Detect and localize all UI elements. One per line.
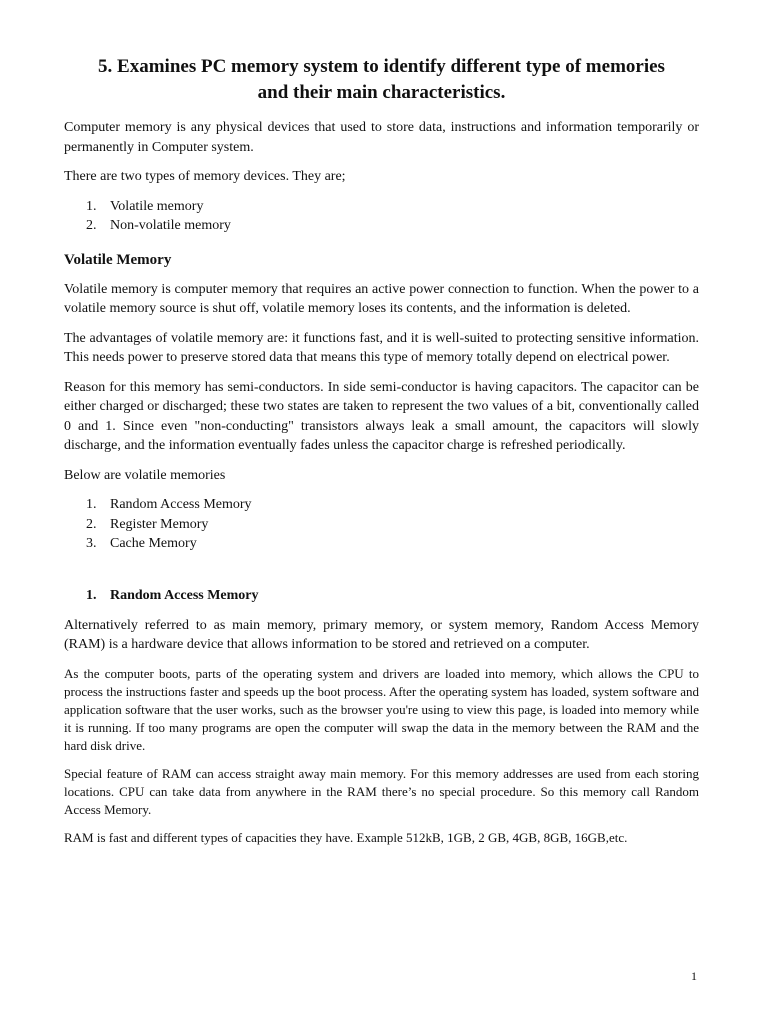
ram-paragraph: Alternatively referred to as main memory, primary memory, or system memory, Random Access Memory (RAM) is a hardware device that allows information to be stored and retrieved on a computer. (64, 617, 699, 652)
list-item-label: Non-volatile memory (110, 218, 231, 233)
list-item (64, 197, 699, 217)
title-line-1: 5. Examines PC memory system to identify different type of memories (98, 56, 665, 77)
ram-heading (64, 586, 699, 606)
list-item-label: Random Access Memory (110, 497, 252, 512)
volatile-memories-list (64, 495, 699, 554)
list-item-label: Volatile memory (110, 198, 204, 214)
list-number: 2. (86, 218, 97, 233)
volatile-heading: Volatile Memory (64, 251, 172, 268)
volatile-list-intro: Below are volatile memories (64, 467, 226, 483)
types-intro: There are two types of memory devices. They are; (64, 169, 346, 184)
ram-paragraph: Special feature of RAM can access straight away main memory. For this memory addresses are used from each storing locations. CPU can take data from anywhere in the RAM there’s no special procedure. So this memory call Random Access Memory. (64, 765, 699, 817)
title-line-2: and their main characteristics. (257, 82, 506, 103)
list-item-label: Register Memory (110, 516, 209, 532)
list-item (64, 515, 699, 535)
page-title (64, 54, 699, 106)
volatile-paragraph: Reason for this memory has semi-conductors. In side semi-conductor is having capacitors. The capacitor can be either charged or discharged; these two states are taken to represent the two values of a bit, conventionally called 0 and 1. Since even "non-conducting" transistors always leak a small amount, the capacitors will slowly discharge, and the information eventually fades unless the capacitor charge is refreshed periodically. (64, 379, 699, 453)
list-item-label: Cache Memory (110, 536, 197, 551)
list-number: 1. (86, 198, 97, 214)
list-number: 1. (86, 497, 97, 512)
list-item (64, 216, 699, 236)
memory-types-list (64, 197, 699, 236)
volatile-paragraph: Volatile memory is computer memory that requires an active power connection to function. When the power to a volatile memory source is shut off, volatile memory loses its contents, and the information is deleted. (64, 281, 699, 316)
list-item (64, 495, 699, 515)
list-number: 3. (86, 536, 97, 551)
document-page (64, 54, 699, 847)
list-item (64, 534, 699, 554)
ram-heading-label: Random Access Memory (110, 587, 259, 603)
list-number: 2. (86, 516, 97, 532)
volatile-paragraph: The advantages of volatile memory are: it functions fast, and it is well-suited to protecting sensitive information. This needs power to preserve stored data that means this type of memory totally depend on electrical power. (64, 330, 699, 365)
ram-paragraph: RAM is fast and different types of capacities they have. Example 512kB, 1GB, 2 GB, 4GB, 8GB, 16GB,etc. (64, 829, 628, 845)
ram-heading-number: 1. (86, 587, 97, 603)
intro-paragraph: Computer memory is any physical devices that used to store data, instructions and information temporarily or permanently in Computer system. (64, 120, 699, 155)
page-number: 1 (691, 969, 697, 983)
ram-paragraph: As the computer boots, parts of the operating system and drivers are loaded into memory, which allows the CPU to process the instructions faster and speeds up the boot process. After the operating system has loaded, system software and application software that the user works, such as the browser you're using to view this page, is loaded into memory while it is running. If too many programs are open the computer will swap the data in the memory between the RAM and the hard disk drive. (64, 665, 699, 753)
